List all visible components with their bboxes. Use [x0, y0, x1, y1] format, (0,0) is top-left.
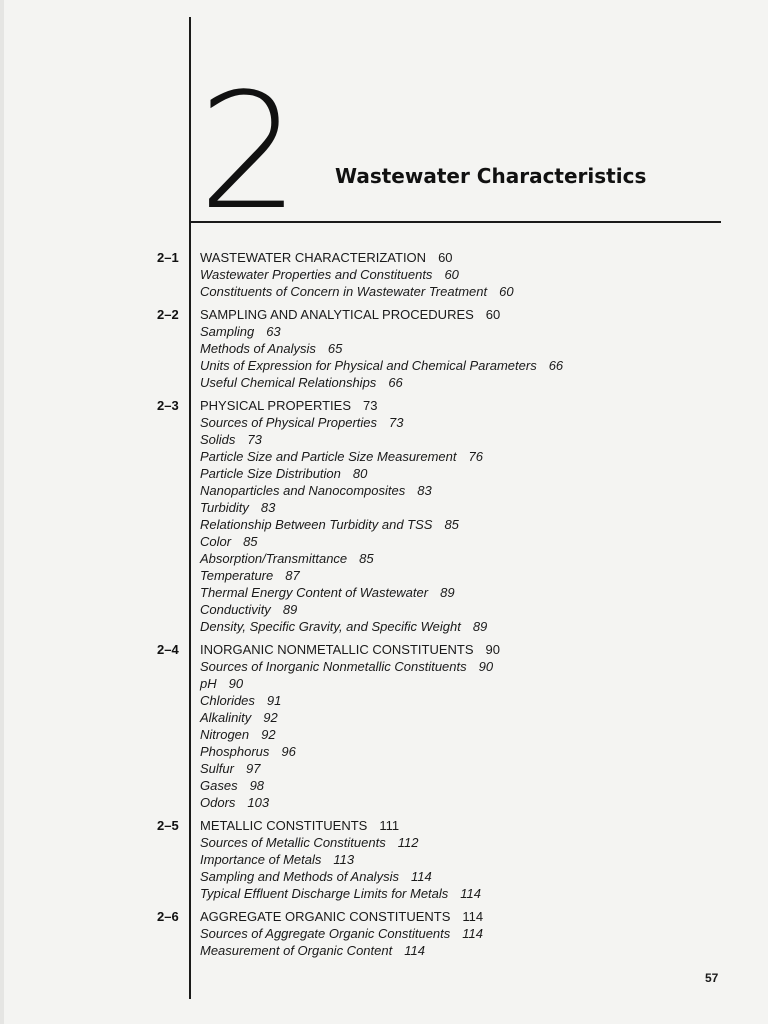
toc-entry-page: 85	[359, 551, 374, 566]
toc-entry[interactable]	[200, 942, 768, 959]
toc-entry-page: 90	[478, 659, 494, 674]
toc-entry-page: 73	[389, 415, 404, 430]
section-heading[interactable]	[200, 249, 768, 266]
toc-entry[interactable]	[200, 618, 768, 635]
section-number: 2–1	[157, 250, 179, 265]
toc-entry[interactable]	[200, 567, 768, 584]
toc-entry-page: 66	[548, 358, 564, 373]
section-heading[interactable]	[200, 908, 768, 925]
toc-entry-title: Nitrogen	[200, 727, 250, 742]
toc-entry-page: 103	[247, 795, 270, 810]
section-title: METALLIC CONSTITUENTS	[200, 818, 368, 833]
toc-entry-page: 113	[333, 852, 355, 867]
toc-entry-page: 63	[266, 324, 281, 339]
toc-entry[interactable]	[200, 584, 768, 601]
section-number: 2–6	[157, 909, 179, 924]
toc-entry-page: 73	[247, 432, 262, 447]
toc-entry[interactable]	[200, 374, 768, 391]
toc-entry[interactable]	[200, 709, 768, 726]
toc-entry[interactable]	[200, 851, 768, 868]
toc-entry-page: 91	[266, 693, 282, 708]
toc-entry[interactable]	[200, 266, 768, 283]
toc-entry-page: 87	[285, 568, 300, 583]
section-heading[interactable]	[200, 641, 768, 658]
toc-entry-page: 89	[282, 602, 298, 617]
toc-entry-title: Phosphorus	[200, 744, 270, 759]
toc-entry-title: Thermal Energy Content of Wastewater	[200, 585, 429, 600]
section-page: 90	[485, 642, 500, 657]
toc-entry-page: 60	[444, 267, 459, 282]
toc-section	[0, 641, 768, 811]
toc-entry-page: 114	[462, 926, 484, 941]
section-number: 2–4	[157, 642, 179, 657]
toc-entry-page: 83	[260, 500, 276, 515]
toc-entry-title: Density, Specific Gravity, and Specific Weight	[200, 619, 461, 634]
toc-entry[interactable]	[200, 726, 768, 743]
page-number: 57	[705, 971, 719, 985]
toc-entry[interactable]	[200, 550, 768, 567]
toc-entry[interactable]	[200, 323, 768, 340]
section-heading[interactable]	[200, 306, 768, 323]
toc-entry-title: Particle Size and Particle Size Measurement	[200, 449, 457, 464]
toc-entry-page: 89	[440, 585, 455, 600]
toc-entry-title: Wastewater Properties and Constituents	[200, 267, 433, 282]
toc-entry-title: Sampling	[200, 324, 255, 339]
toc-entry-title: Relationship Between Turbidity and TSS	[200, 517, 433, 532]
toc-entry-page: 112	[397, 835, 419, 850]
toc-entry[interactable]	[200, 357, 768, 374]
section-title: WASTEWATER CHARACTERIZATION	[200, 250, 427, 265]
toc-entry-title: Measurement of Organic Content	[200, 943, 393, 958]
chapter-title: Wastewater Characteristics	[335, 164, 647, 188]
toc-entry-page: 85	[444, 517, 459, 532]
section-number: 2–2	[157, 307, 179, 322]
toc-entry[interactable]	[200, 925, 768, 942]
toc-entry[interactable]	[200, 283, 768, 300]
section-title: INORGANIC NONMETALLIC CONSTITUENTS	[200, 642, 474, 657]
toc-entry[interactable]	[200, 414, 768, 431]
table-of-contents	[0, 249, 768, 965]
toc-entry[interactable]	[200, 340, 768, 357]
toc-entry-page: 85	[243, 534, 258, 549]
toc-entry-page: 114	[410, 869, 432, 884]
toc-entry-page: 89	[472, 619, 488, 634]
toc-entry-page: 90	[228, 676, 244, 691]
section-page: 60	[485, 307, 501, 322]
toc-entry-page: 76	[468, 449, 483, 464]
section-heading[interactable]	[200, 817, 768, 834]
toc-entry-title: Color	[200, 534, 232, 549]
toc-entry-title: Importance of Metals	[200, 852, 322, 867]
toc-entry-page: 114	[460, 886, 482, 901]
section-heading[interactable]	[200, 397, 768, 414]
toc-entry-title: Useful Chemical Relationships	[200, 375, 377, 390]
toc-entry[interactable]	[200, 743, 768, 760]
toc-section	[0, 817, 768, 902]
toc-entry-title: pH	[200, 676, 217, 691]
toc-entry-page: 114	[404, 943, 425, 958]
toc-entry-title: Absorption/Transmittance	[200, 551, 348, 566]
chapter-number: 2	[198, 58, 296, 245]
toc-entry[interactable]	[200, 533, 768, 550]
toc-entry-page: 97	[245, 761, 261, 776]
toc-entry-page: 83	[417, 483, 432, 498]
toc-entry[interactable]	[200, 885, 768, 902]
section-title: PHYSICAL PROPERTIES	[200, 398, 351, 413]
toc-entry-title: Particle Size Distribution	[200, 466, 341, 481]
toc-entry-title: Sources of Aggregate Organic Constituents	[200, 926, 451, 941]
section-number: 2–5	[157, 818, 179, 833]
toc-entry-title: Sulfur	[200, 761, 234, 776]
section-page: 73	[363, 398, 378, 413]
toc-entry-page: 80	[352, 466, 368, 481]
toc-entry[interactable]	[200, 692, 768, 709]
toc-entry-title: Temperature	[200, 568, 274, 583]
toc-entry[interactable]	[200, 516, 768, 533]
toc-entry[interactable]	[200, 465, 768, 482]
toc-entry[interactable]	[200, 794, 768, 811]
toc-entry-title: Sources of Inorganic Nonmetallic Constituents	[200, 659, 467, 674]
section-title: SAMPLING AND ANALYTICAL PROCEDURES	[200, 307, 474, 322]
toc-entry[interactable]	[200, 777, 768, 794]
toc-entry-title: Solids	[200, 432, 236, 447]
toc-entry[interactable]	[200, 658, 768, 675]
toc-entry-title: Gases	[200, 778, 238, 793]
toc-entry-title: Sources of Physical Properties	[200, 415, 378, 430]
toc-entry-title: Units of Expression for Physical and Chemical Parameters	[200, 358, 537, 373]
toc-entry-title: Methods of Analysis	[200, 341, 316, 356]
toc-entry[interactable]	[200, 431, 768, 448]
toc-entry-title: Nanoparticles and Nanocomposites	[200, 483, 406, 498]
toc-entry-title: Constituents of Concern in Wastewater Treatment	[200, 284, 488, 299]
toc-entry-title: Chlorides	[200, 693, 255, 708]
toc-entry[interactable]	[200, 448, 768, 465]
toc-entry-page: 98	[249, 778, 265, 793]
toc-entry-title: Sources of Metallic Constituents	[200, 835, 386, 850]
toc-entry-title: Alkalinity	[200, 710, 252, 725]
toc-entry[interactable]	[200, 675, 768, 692]
section-page: 111	[379, 818, 400, 833]
section-title: AGGREGATE ORGANIC CONSTITUENTS	[200, 909, 451, 924]
toc-section	[0, 249, 768, 300]
toc-entry-title: Turbidity	[200, 500, 249, 515]
toc-entry[interactable]	[200, 760, 768, 777]
toc-section	[0, 306, 768, 391]
toc-section	[0, 908, 768, 959]
section-page: 60	[438, 250, 453, 265]
toc-entry-title: Sampling and Methods of Analysis	[200, 869, 399, 884]
section-number: 2–3	[157, 398, 179, 413]
section-page: 114	[462, 909, 484, 924]
toc-entry-page: 92	[263, 710, 278, 725]
toc-entry-title: Typical Effluent Discharge Limits for Metals	[200, 886, 449, 901]
toc-entry-title: Odors	[200, 795, 236, 810]
toc-entry-page: 92	[261, 727, 276, 742]
toc-entry-page: 96	[281, 744, 296, 759]
toc-entry-title: Conductivity	[200, 602, 271, 617]
toc-entry-page: 60	[499, 284, 514, 299]
toc-entry[interactable]	[200, 601, 768, 618]
toc-entry[interactable]	[200, 499, 768, 516]
toc-entry-page: 66	[388, 375, 403, 390]
toc-entry[interactable]	[200, 482, 768, 499]
toc-entry[interactable]	[200, 868, 768, 885]
toc-entry[interactable]	[200, 834, 768, 851]
toc-section	[0, 397, 768, 635]
toc-entry-page: 65	[327, 341, 343, 356]
